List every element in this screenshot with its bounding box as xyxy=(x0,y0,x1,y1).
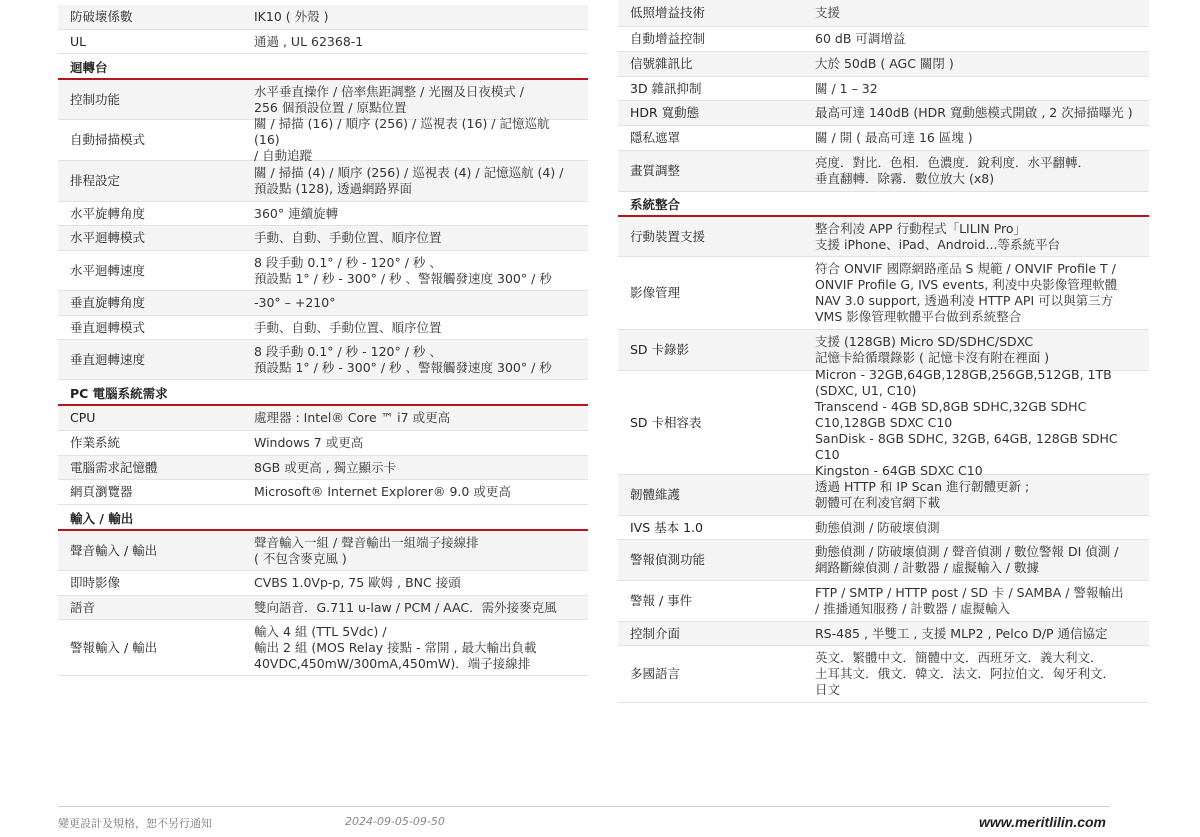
spec-label: 自動掃描模式 xyxy=(70,132,146,147)
pc-spec-group xyxy=(58,406,588,505)
spec-row xyxy=(58,251,588,291)
section-title: 迴轉台 xyxy=(70,60,108,75)
spec-label: 隱私遮罩 xyxy=(630,130,681,145)
spec-row xyxy=(58,316,588,340)
footer-website-link[interactable]: www.meritlilin.com xyxy=(978,814,1106,830)
spec-label: UL xyxy=(70,33,87,49)
spec-row xyxy=(618,217,1149,257)
spec-value: 聲音輸入一組 / 聲音輸出一組端子接線排 ( 不包含麥克風 ) xyxy=(254,534,479,566)
spec-value: 大於 50dB ( AGC 關閉 ) xyxy=(815,56,954,71)
spec-label: 水平迴轉模式 xyxy=(70,230,146,245)
spec-row xyxy=(58,531,588,571)
spec-value: 關 / 開 ( 最高可達 16 區塊 ) xyxy=(815,130,973,145)
spec-value: 處理器 : Intel® Core ™ i7 或更高 xyxy=(254,410,451,425)
spec-label: 網頁瀏覽器 xyxy=(70,484,133,499)
spec-value: Windows 7 或更高 xyxy=(254,435,364,450)
spec-value: 動態偵測 / 防破壞偵測 xyxy=(815,519,940,535)
spec-value: 關 / 1 – 32 xyxy=(815,80,878,96)
spec-label: 語音 xyxy=(70,599,96,615)
spec-label: 即時影像 xyxy=(70,575,121,590)
spec-row xyxy=(618,101,1149,126)
spec-value: 支援 (128GB) Micro SD/SDHC/SDXC 記憶卡給循環錄影 ( 記憶卡沒有附在裡面 ) xyxy=(815,334,1050,365)
spec-label: 排程設定 xyxy=(70,173,121,188)
spec-row xyxy=(58,431,588,456)
spec-row xyxy=(58,116,588,163)
spec-row xyxy=(618,581,1149,622)
spec-row xyxy=(58,571,588,596)
spec-row xyxy=(58,80,588,120)
spec-row xyxy=(58,406,588,431)
spec-label: 聲音輸入 / 輸出 xyxy=(70,542,158,558)
spec-value: -30° – +210° xyxy=(254,295,336,310)
spec-row xyxy=(58,480,588,505)
spec-label: 3D 雜訊抑制 xyxy=(630,80,702,96)
section-header-io xyxy=(58,505,588,531)
spec-value: 水平垂直操作 / 倍率焦距調整 / 光圈及日夜模式 / 256 個預設位置 / 原點位置 xyxy=(254,83,525,115)
spec-row xyxy=(58,202,588,226)
spec-value: 關 / 掃描 (16) / 順序 (256) / 巡視表 (16) / 記憶巡航 (16) / 自動追蹤 xyxy=(254,116,550,163)
spec-row xyxy=(618,516,1149,540)
spec-value: 手動、自動、手動位置、順序位置 xyxy=(254,319,442,335)
spec-value: 8 段手動 0.1° / 秒 - 120° / 秒 、 預設點 1° / 秒 - 300° / 秒 、警報觸發速度 300° / 秒 xyxy=(254,254,552,286)
spec-value: 符合 ONVIF 國際網路產品 S 規範 / ONVIF Profile T / ONVIF Profile G, IVS events, 利凌中央影像管理軟體 NAV 3.0 support, 透過利凌 HTTP API 可以與第三方 VMS 影像管理軟體平台做到系統整合 xyxy=(815,261,1118,324)
spec-row xyxy=(618,366,1149,478)
integration-spec-group xyxy=(618,217,1149,703)
spec-label: 作業系統 xyxy=(70,435,121,450)
spec-label: 警報輸入 / 輸出 xyxy=(70,639,158,655)
spec-label: 警報 / 事件 xyxy=(630,593,693,608)
section-title: 輸入 / 輸出 xyxy=(70,511,134,526)
spec-row-ul xyxy=(58,30,588,54)
spec-row xyxy=(618,540,1149,581)
spec-row xyxy=(618,126,1149,151)
spec-value: 最高可達 140dB (HDR 寬動態模式開啟 , 2 次掃描曝光 ) xyxy=(815,105,1133,120)
spec-label: IVS 基本 1.0 xyxy=(630,519,703,535)
spec-row xyxy=(618,646,1149,703)
spec-value: Micron - 32GB,64GB,128GB,256GB,512GB, 1TB (SDXC, U1, C10) Transcend - 4GB SD,8GB SDHC,32GB SDHC C10,128GB SDXC C10 SanDisk - 8GB SDHC, 32GB, 64GB, 128GB SDHC C10 Kingston - 64GB SDXC C10 xyxy=(815,366,1118,478)
right-spec-column xyxy=(618,0,1149,703)
spec-label: 電腦需求記憶體 xyxy=(70,459,158,475)
spec-row xyxy=(618,257,1149,330)
spec-row xyxy=(618,77,1149,101)
spec-value: FTP / SMTP / HTTP post / SD 卡 / SAMBA / 警報輸出 / 推播通知服務 / 計數器 / 虛擬輸入 xyxy=(815,585,1124,616)
spec-row xyxy=(58,291,588,316)
spec-value: Microsoft® Internet Explorer® 9.0 或更高 xyxy=(254,484,511,499)
spec-label: 信號雜訊比 xyxy=(630,56,693,71)
spec-value: 關 / 掃描 (4) / 順序 (256) / 巡視表 (4) / 記憶巡航 (4) / 預設點 (128), 透過網路界面 xyxy=(254,165,564,196)
spec-value: RS-485 , 半雙工 , 支援 MLP2 , Pelco D/P 通信協定 xyxy=(815,625,1108,641)
spec-value: 輸入 4 組 (TTL 5Vdc) / 輸出 2 組 (MOS Relay 接點 - 常開 , 最大輸出負載 40VDC,450mW/300mA,450mW)．端子接線排 xyxy=(254,623,537,671)
spec-row xyxy=(58,456,588,480)
spec-label: SD 卡相容表 xyxy=(630,414,702,430)
spec-value: 整合利凌 APP 行動程式「LILIN Pro」 支援 iPhone、iPad、Android...等系統平台 xyxy=(815,220,1060,252)
io-spec-group xyxy=(58,531,588,676)
spec-label: CPU xyxy=(70,410,96,425)
spec-row xyxy=(618,151,1149,192)
spec-value: 60 dB 可調增益 xyxy=(815,31,906,46)
spec-label: 垂直旋轉角度 xyxy=(70,295,146,310)
section-header-pc-requirements xyxy=(58,380,588,406)
section-title: PC 電腦系統需求 xyxy=(70,386,168,401)
spec-value: 360° 連續旋轉 xyxy=(254,205,339,221)
spec-value: 通過 , UL 62368-1 xyxy=(254,33,364,49)
spec-label: 自動增益控制 xyxy=(630,31,706,46)
spec-value: 雙向語音．G.711 u-law / PCM / AAC．需外接麥克風 xyxy=(254,599,557,615)
spec-row xyxy=(58,596,588,620)
spec-value: 8GB 或更高 , 獨立顯示卡 xyxy=(254,459,397,475)
spec-value: 亮度．對比．色相．色濃度．銳利度．水平翻轉． 垂直翻轉．除霧．數位放大 (x8) xyxy=(815,155,1091,186)
footer-divider xyxy=(58,806,1110,807)
spec-row xyxy=(618,52,1149,77)
spec-value: 透過 HTTP 和 IP Scan 進行韌體更新 ; 韌體可在利凌官網下載 xyxy=(815,479,1030,510)
spec-value: 手動、自動、手動位置、順序位置 xyxy=(254,230,442,245)
spec-value: 英文．繁體中文．簡體中文．西班牙文．義大利文． 土耳其文．俄文．韓文．法文．阿拉伯文．匈牙利文． 日文 xyxy=(815,650,1116,697)
spec-label: 韌體維護 xyxy=(630,487,681,502)
spec-row xyxy=(618,27,1149,52)
spec-label: 畫質調整 xyxy=(630,163,681,178)
spec-row xyxy=(618,0,1149,27)
spec-row xyxy=(58,161,588,202)
section-title: 系統整合 xyxy=(630,197,681,212)
footer-disclaimer: 變更設計及規格，恕不另行通知 xyxy=(58,817,212,830)
spec-label: 多國語言 xyxy=(630,666,681,681)
spec-label: 防破壞係數 xyxy=(70,9,133,24)
spec-row xyxy=(618,475,1149,516)
spec-label: 垂直迴轉速度 xyxy=(70,351,146,367)
camera-spec-group xyxy=(618,0,1149,192)
footer-document-code: 2024-09-05-09-50 xyxy=(345,815,445,828)
spec-value: 支援 xyxy=(815,5,841,20)
spec-label: 控制功能 xyxy=(70,91,121,107)
spec-label: 警報偵測功能 xyxy=(630,552,706,567)
spec-label: 水平迴轉速度 xyxy=(70,262,146,278)
ptz-spec-group xyxy=(58,80,588,380)
spec-row xyxy=(58,620,588,676)
spec-label: 影像管理 xyxy=(630,285,681,300)
section-header-ptz xyxy=(58,54,588,80)
spec-label: 行動裝置支援 xyxy=(630,228,706,244)
spec-row xyxy=(618,622,1149,646)
spec-label: 垂直迴轉模式 xyxy=(70,319,146,335)
spec-value: CVBS 1.0Vp-p, 75 歐姆 , BNC 接頭 xyxy=(254,575,461,590)
spec-value: 動態偵測 / 防破壞偵測 / 聲音偵測 / 數位警報 DI 偵測 / 網路斷線偵測 / 計數器 / 虛擬輸入 / 數據 xyxy=(815,544,1119,575)
spec-row xyxy=(618,330,1149,371)
spec-label: SD 卡錄影 xyxy=(630,342,690,357)
spec-row xyxy=(58,340,588,380)
spec-row xyxy=(58,226,588,251)
section-header-integration xyxy=(618,192,1149,217)
spec-value: 8 段手動 0.1° / 秒 - 120° / 秒 、 預設點 1° / 秒 - 300° / 秒 、警報觸發速度 300° / 秒 xyxy=(254,343,552,375)
spec-label: 水平旋轉角度 xyxy=(70,205,146,221)
spec-value: IK10 ( 外殼 ) xyxy=(254,9,329,24)
spec-label: HDR 寬動態 xyxy=(630,105,700,120)
left-spec-column xyxy=(58,0,588,676)
spec-row-ik-rating xyxy=(58,5,588,30)
spec-label: 低照增益技術 xyxy=(630,5,706,20)
spec-label: 控制介面 xyxy=(630,625,681,641)
